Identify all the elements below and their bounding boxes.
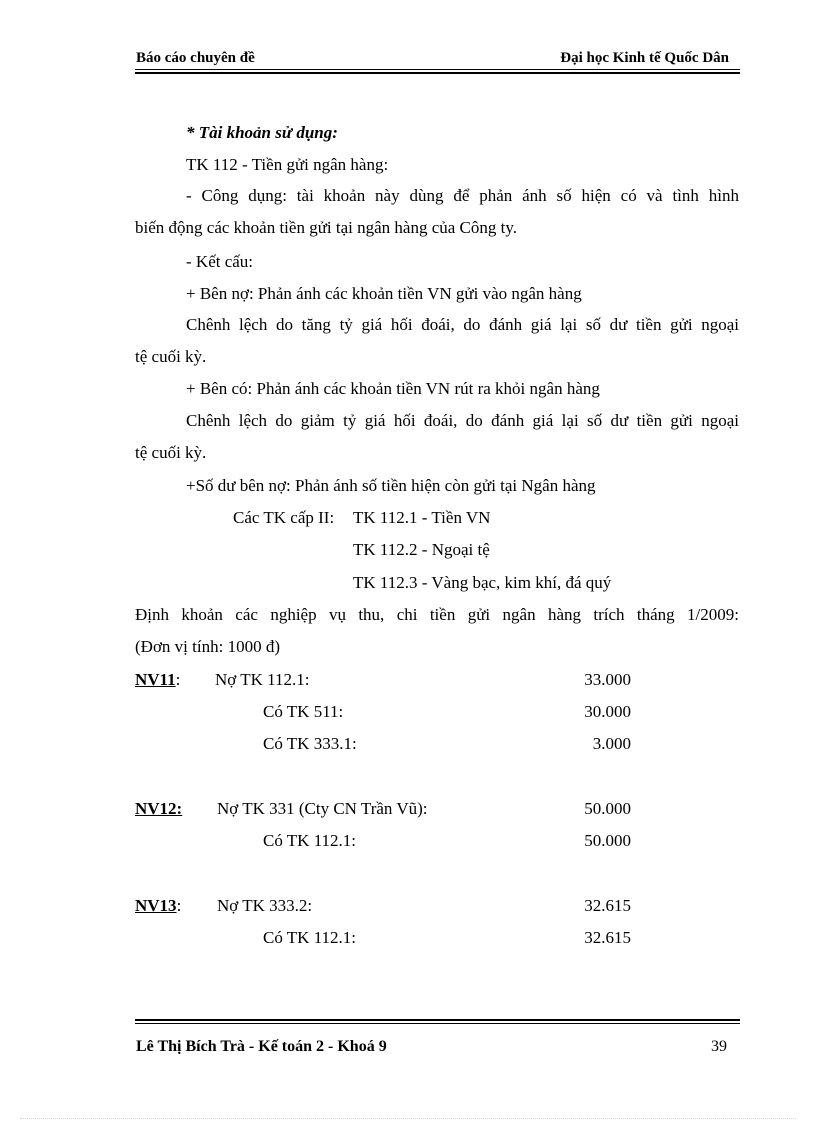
entry-label-suffix: : <box>176 896 182 915</box>
structure-label: - Kết cấu: <box>186 252 254 271</box>
entry-account: Nợ TK 331 (Cty CN Trần Vũ): <box>217 799 428 818</box>
entry-label-suffix: : <box>175 670 181 689</box>
footer-rule-thick <box>135 1019 740 1021</box>
account-title: TK 112 - Tiền gửi ngân hàng: <box>186 155 389 174</box>
entry-account: Nợ TK 333.2: <box>217 896 313 915</box>
debit-side: + Bên nợ: Phản ánh các khoản tiền VN gửi vào ngân hàng <box>186 284 582 303</box>
credit-diff-line-2: tệ cuối kỳ. <box>135 443 207 462</box>
entry-account: Có TK 511: <box>263 702 344 721</box>
section-heading: * Tài khoản sử dụng: <box>186 123 338 142</box>
entries-intro-line-2: (Đơn vị tính: 1000 đ) <box>135 637 280 656</box>
entry-nv13-label <box>135 896 181 916</box>
entry-label-text: NV12: <box>135 799 183 818</box>
debit-diff-line-1: Chênh lệch do tăng tỷ giá hối đoái, do đánh giá lại số dư tiền gửi ngoại <box>186 315 739 334</box>
entry-label-text: NV11 <box>135 670 176 689</box>
entry-amount: 32.615 <box>584 896 631 915</box>
entry-account: Có TK 112.1: <box>263 831 357 850</box>
balance-line: +Số dư bên nợ: Phản ánh số tiền hiện còn gửi tại Ngân hàng <box>186 476 596 495</box>
usage-line-1: - Công dụng: tài khoản này dùng để phản ánh số hiện có và tình hình <box>186 186 739 205</box>
entry-account: Có TK 112.1: <box>263 928 357 947</box>
sub-account-item: TK 112.2 - Ngoại tệ <box>353 540 490 559</box>
page-edge-divider <box>20 1118 796 1119</box>
header-rule-thin <box>135 69 740 70</box>
sub-accounts-label: Các TK cấp II: <box>233 508 335 527</box>
entry-label-text: NV13 <box>135 896 177 915</box>
usage-line-2: biến động các khoản tiền gửi tại ngân hàng của Công ty. <box>135 218 518 237</box>
header-rule-thick <box>135 72 740 74</box>
entry-nv11-label <box>135 670 180 690</box>
entry-account: Có TK 333.1: <box>263 734 357 753</box>
page-number: 39 <box>711 1038 727 1055</box>
credit-side: + Bên có: Phản ánh các khoản tiền VN rút ra khỏi ngân hàng <box>186 379 600 398</box>
header-right: Đại học Kinh tế Quốc Dân <box>560 50 729 66</box>
sub-account-item: TK 112.3 - Vàng bạc, kim khí, đá quý <box>353 573 612 592</box>
sub-account-item: TK 112.1 - Tiền VN <box>353 508 491 527</box>
entries-intro-line-1: Định khoản các nghiệp vụ thu, chi tiền gửi ngân hàng trích tháng 1/2009: <box>135 605 739 624</box>
debit-diff-line-2: tệ cuối kỳ. <box>135 347 207 366</box>
entry-amount: 32.615 <box>584 928 631 947</box>
header-left: Báo cáo chuyên đề <box>136 50 255 66</box>
entry-account: Nợ TK 112.1: <box>215 670 310 689</box>
credit-diff-line-1: Chênh lệch do giảm tỷ giá hối đoái, do đánh giá lại số dư tiền gửi ngoại <box>186 411 739 430</box>
footer-rule-thin <box>135 1023 740 1024</box>
footer-author: Lê Thị Bích Trà - Kế toán 2 - Khoá 9 <box>136 1038 387 1055</box>
entry-nv12-label <box>135 799 182 819</box>
entry-amount: 3.000 <box>592 734 631 753</box>
entry-amount: 33.000 <box>584 670 631 689</box>
entry-amount: 50.000 <box>584 799 631 818</box>
entry-amount: 30.000 <box>584 702 631 721</box>
entry-amount: 50.000 <box>584 831 631 850</box>
